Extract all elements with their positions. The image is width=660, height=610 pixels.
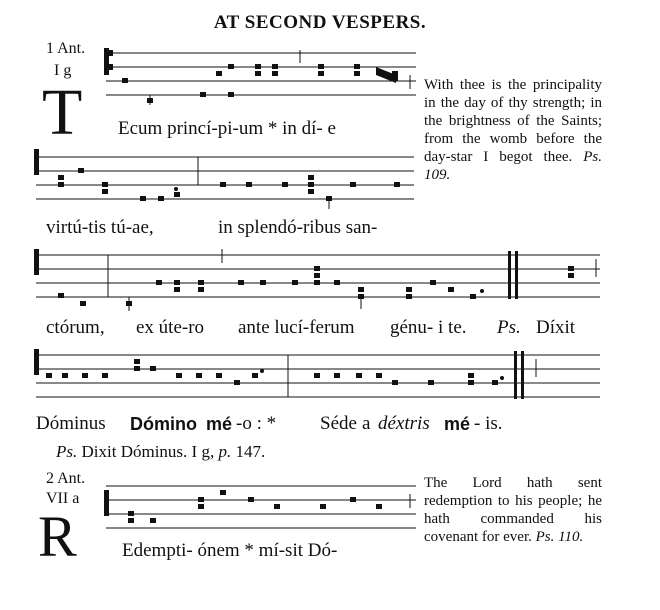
lyric-me-2: mé (444, 414, 471, 434)
psalm-reference-p: p. (218, 442, 232, 461)
lyric-o: -o : * (236, 413, 277, 434)
lyric-dextris: déxtris (378, 413, 430, 434)
psalm-reference-ps: Ps. (56, 442, 78, 461)
page-title: AT SECOND VESPERS. (213, 12, 427, 33)
psalm-reference-page: 147. (231, 442, 266, 461)
chant-staff-2 (30, 145, 420, 210)
translation-2-ref: Ps. 110. (535, 529, 584, 545)
lyric-line-3d: génu- i te. (390, 317, 467, 338)
lyric-line-2a: virtú-tis tú-ae, (46, 217, 154, 238)
lyric-line-1: Ecum princí-pi-um * in dí- e (118, 118, 336, 139)
antiphon-2-number: 2 Ant. (46, 470, 86, 487)
lyric-dixit: Díxit (536, 317, 576, 338)
lyric-domino: Dómino (130, 414, 197, 434)
antiphon-1-mode: I g (54, 62, 72, 79)
lyric-me-1: mé (206, 414, 233, 434)
chant-staff-4 (30, 345, 605, 407)
antiphon-1-number: 1 Ant. (46, 40, 86, 57)
psalm-abbrev: Ps. (497, 317, 521, 338)
lyric-line-3c: ante lucí-ferum (238, 317, 355, 338)
lyric-sede: Séde (320, 413, 357, 434)
antiphon-1-translation (424, 76, 602, 184)
chant-staff-5 (100, 478, 420, 538)
lyric-redemptionem: Edempti- ónem * mí-sit Dó- (122, 540, 338, 561)
chant-staff-1 (100, 45, 420, 105)
antiphon-2-translation (424, 474, 602, 546)
antiphon-1-initial: T (42, 76, 83, 149)
translation-2-text: The Lord hath sent redemption to his people; he hath commanded his covenant for ever. (424, 475, 602, 545)
translation-1-ref: Ps. 109. (424, 149, 602, 183)
lyric-line-3b: ex úte-ro (136, 317, 205, 338)
lyric-dominus: Dóminus (36, 413, 106, 434)
lyric-is: - is. (474, 413, 503, 434)
psalm-reference-text: Dixit Dóminus. I g, (81, 442, 219, 461)
antiphon-2-initial: R (38, 504, 77, 569)
translation-1-text: With thee is the principality in the day of thy strength; in the brightness of the Saints; from the womb before the day-star I begot thee. (424, 77, 602, 165)
psalm-reference (56, 442, 265, 462)
lyric-line-3a: ctórum, (46, 317, 105, 338)
lyric-line-2b: in splendó-ribus san- (218, 217, 378, 238)
antiphon-2-mode: VII a (46, 490, 80, 507)
lyric-a: a (362, 413, 371, 434)
chant-staff-3 (30, 245, 605, 315)
